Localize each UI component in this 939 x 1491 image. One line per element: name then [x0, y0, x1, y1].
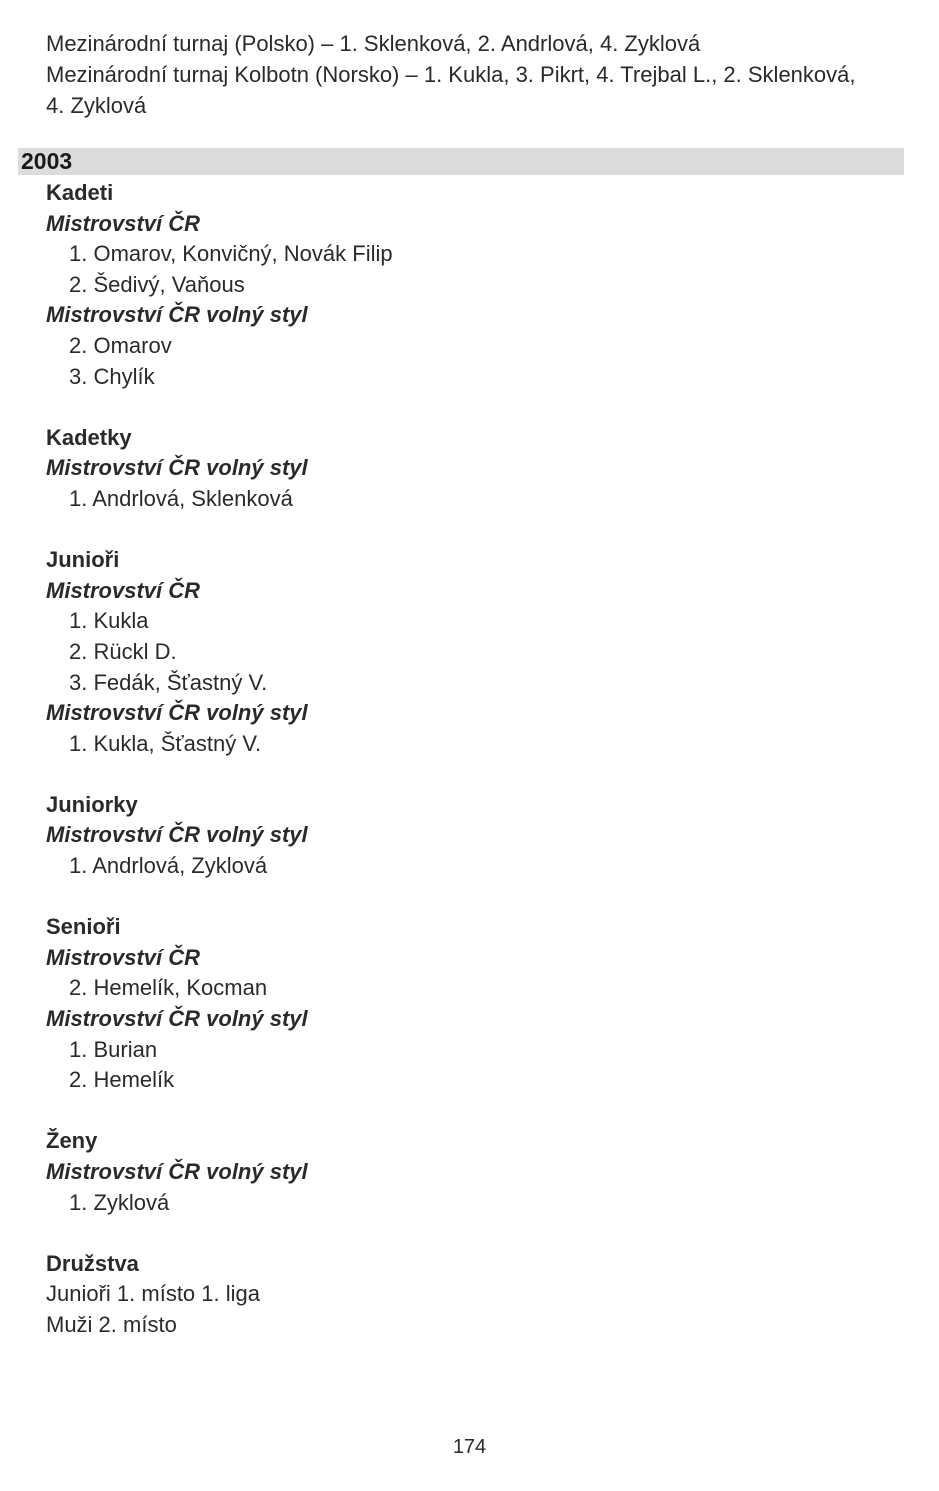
result-entry: 1. Andrlová, Zyklová: [69, 853, 268, 879]
category-heading: Kadeti: [46, 180, 114, 205]
result-entry: 3. Chylík: [69, 363, 155, 389]
result-entry: 2. Hemelík: [69, 1067, 175, 1093]
championship-heading: Mistrovství ČR volný styl: [46, 1006, 308, 1032]
section-spacer: [46, 515, 896, 546]
page-number: 174: [452, 1436, 487, 1458]
result-entry: 1. Kukla, Šťastný V.: [69, 730, 262, 756]
result-entry: 1. Omarov, Konvičný, Novák Filip: [69, 241, 393, 267]
result-entry: 3. Fedák, Šťastný V.: [69, 669, 268, 695]
section-spacer: [46, 882, 896, 913]
year-heading-bar: [18, 148, 904, 175]
team-result: Muži 2. místo: [46, 1311, 177, 1337]
category-heading: Junioři: [46, 547, 120, 573]
category-heading: Senioři: [46, 914, 121, 940]
result-entry: 2. Omarov: [69, 332, 172, 358]
intro-line: Mezinárodní turnaj (Polsko) – 1. Sklenková, 2. Andrlová, 4. Zyklová: [46, 31, 701, 56]
championship-heading: Mistrovství ČR volný styl: [46, 302, 308, 328]
category-heading: Družstva: [46, 1250, 139, 1276]
result-entry: 1. Burian: [69, 1036, 158, 1062]
championship-heading: Mistrovství ČR volný styl: [46, 700, 308, 726]
result-entry: 1. Zyklová: [69, 1189, 170, 1215]
championship-heading: Mistrovství ČR: [46, 944, 201, 970]
intro-line: 4. Zyklová: [46, 93, 147, 118]
section-spacer: [46, 1096, 896, 1127]
category-heading: Kadetky: [46, 424, 132, 450]
result-entry: 2. Rückl D.: [69, 638, 177, 664]
intro-results: [46, 28, 916, 121]
team-result: Junioři 1. místo 1. liga: [46, 1281, 260, 1307]
section-spacer: [46, 1218, 896, 1249]
category-heading: Ženy: [46, 1128, 98, 1154]
section-spacer: [46, 759, 896, 790]
championship-heading: Mistrovství ČR volný styl: [46, 822, 308, 848]
championship-heading: Mistrovství ČR: [46, 210, 201, 236]
championship-heading: Mistrovství ČR: [46, 577, 201, 603]
results-list: [46, 178, 896, 1341]
result-entry: 1. Andrlová, Sklenková: [69, 485, 293, 511]
category-heading: Juniorky: [46, 791, 138, 817]
championship-heading: Mistrovství ČR volný styl: [46, 455, 308, 481]
section-spacer: [46, 392, 896, 423]
result-entry: 1. Kukla: [69, 608, 149, 634]
result-entry: 2. Hemelík, Kocman: [69, 975, 268, 1001]
intro-line: Mezinárodní turnaj Kolbotn (Norsko) – 1. Kukla, 3. Pikrt, 4. Trejbal L., 2. Sklenková,: [46, 62, 856, 87]
championship-heading: Mistrovství ČR volný styl: [46, 1159, 308, 1184]
year-heading: 2003: [21, 148, 73, 174]
result-entry: 2. Šedivý, Vaňous: [69, 271, 245, 297]
